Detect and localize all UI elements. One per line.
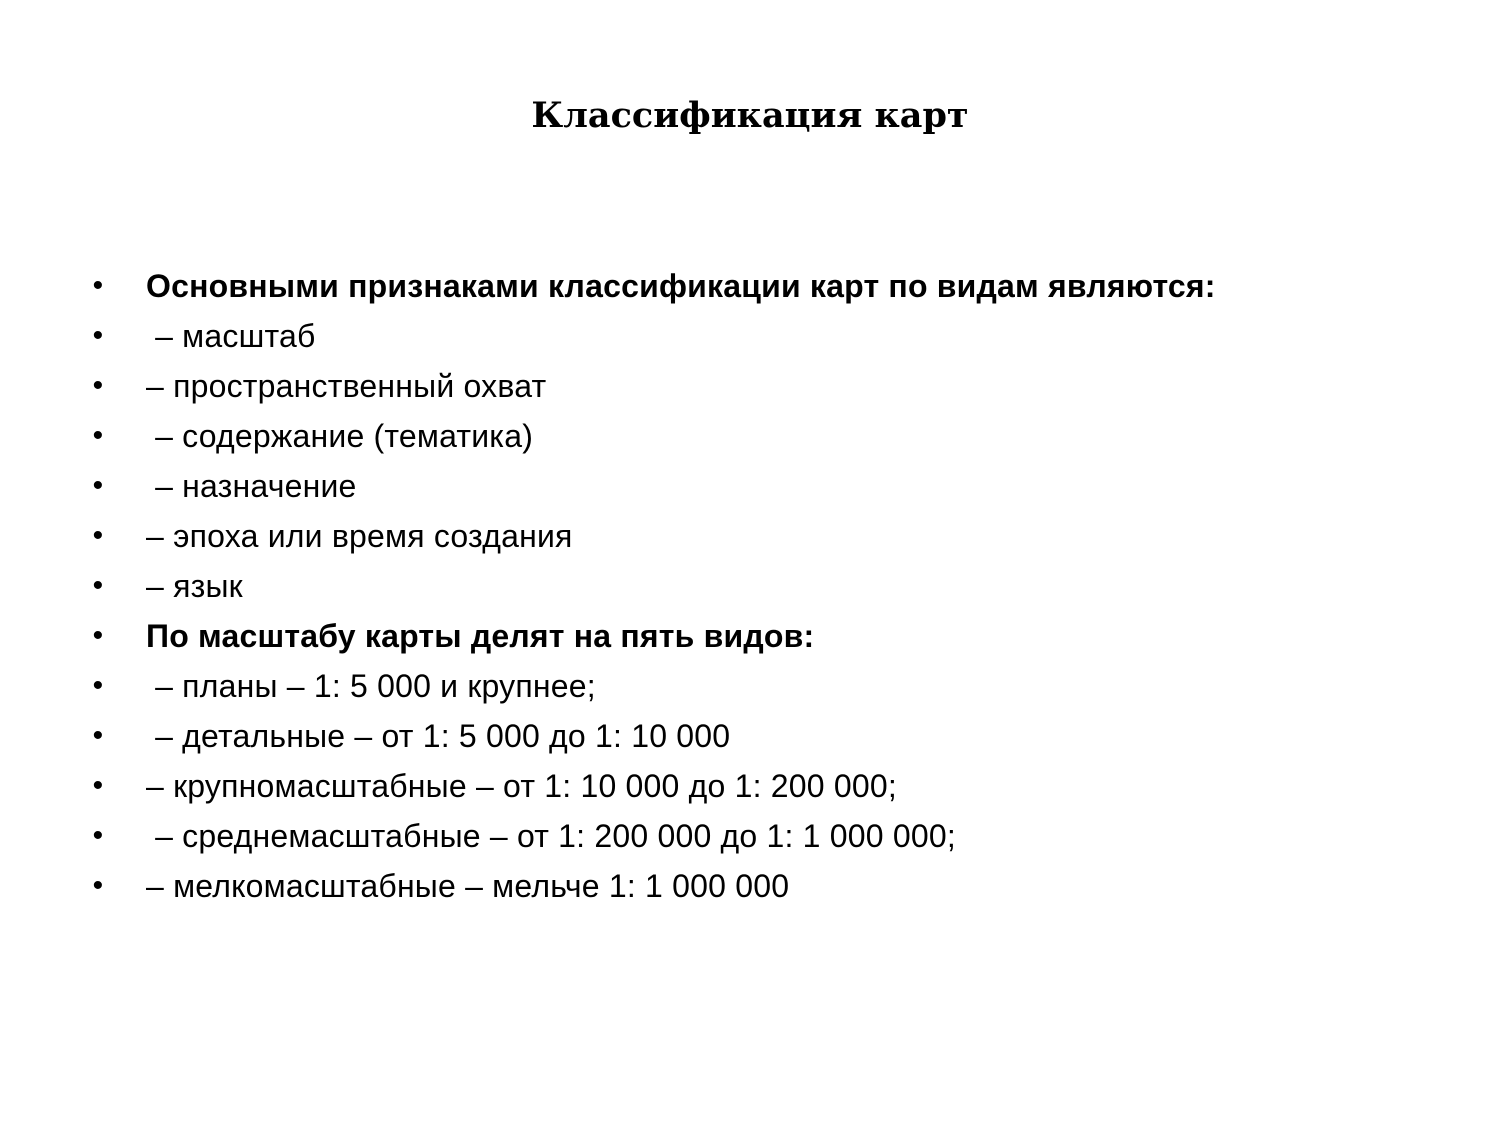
list-item-text: – пространственный охват: [146, 368, 547, 404]
bullet-icon: •: [92, 469, 104, 502]
list-item-text: – язык: [146, 568, 243, 604]
list-item: [0, 661, 1500, 711]
list-item: [0, 461, 1500, 511]
list-item: [0, 861, 1500, 911]
bullet-icon: •: [92, 419, 104, 452]
bullet-icon: •: [92, 619, 104, 652]
list-item: [0, 561, 1500, 611]
bullet-icon: •: [92, 569, 104, 602]
bullet-icon: •: [92, 319, 104, 352]
list-item-text: – крупномасштабные – от 1: 10 000 до 1: 200 000;: [146, 768, 897, 804]
bullet-icon: •: [92, 369, 104, 402]
bullet-list: [0, 261, 1500, 911]
list-item-text: Основными признаками классификации карт по видам являются:: [146, 268, 1216, 304]
bullet-icon: •: [92, 269, 104, 302]
list-item: [0, 811, 1500, 861]
bullet-icon: •: [92, 669, 104, 702]
list-item-text: – содержание (тематика): [146, 418, 534, 454]
bullet-icon: •: [92, 819, 104, 852]
list-item-text: – масштаб: [146, 318, 316, 354]
bullet-icon: •: [92, 719, 104, 752]
list-item: [0, 511, 1500, 561]
list-item-text: По масштабу карты делят на пять видов:: [146, 618, 815, 654]
list-item-text: – планы – 1: 5 000 и крупнее;: [146, 668, 596, 704]
bullet-icon: •: [92, 519, 104, 552]
list-item: [0, 411, 1500, 461]
list-item: [0, 761, 1500, 811]
list-item-text: – мелкомасштабные – мельче 1: 1 000 000: [146, 868, 790, 904]
list-item: [0, 361, 1500, 411]
list-item: [0, 611, 1500, 661]
list-item-text: – назначение: [146, 468, 357, 504]
bullet-icon: •: [92, 869, 104, 902]
list-item: [0, 261, 1500, 311]
list-item: [0, 311, 1500, 361]
list-item-text: – среднемасштабные – от 1: 200 000 до 1: 1 000 000;: [146, 818, 956, 854]
list-item-text: – детальные – от 1: 5 000 до 1: 10 000: [146, 718, 731, 754]
list-item-text: – эпоха или время создания: [146, 518, 573, 554]
list-item: [0, 711, 1500, 761]
bullet-icon: •: [92, 769, 104, 802]
slide-title: Классификация карт: [531, 95, 969, 136]
